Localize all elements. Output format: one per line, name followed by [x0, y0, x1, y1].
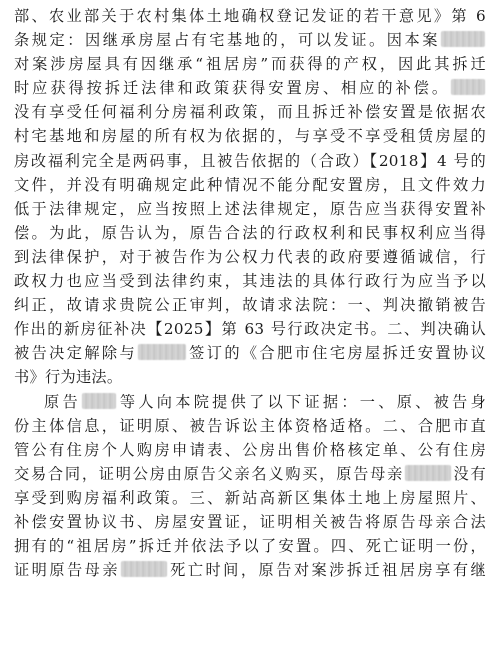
text-line	[14, 245, 486, 269]
text-line	[14, 510, 486, 534]
text-line	[14, 76, 486, 100]
text-segment: 被告决定解除与	[14, 344, 138, 363]
text-segment: 村宅基地和房屋的所有权为依据的，与享受不享受租赁房屋的	[14, 127, 486, 146]
text-segment: 低于法律规定，应当按照上述法律规定，原告应当获得安置补	[14, 199, 486, 218]
text-segment: 文件，并没有明确规定此种情况不能分配安置房，且文件效力	[14, 175, 486, 194]
redaction-block	[451, 79, 485, 95]
text-segment: 对案涉房屋具有因继承“祖居房”而获得的产权，因此其拆迁	[14, 55, 486, 74]
text-segment: 管公有住房个人购房申请表、公房出售价格核定单、公有住房	[14, 440, 486, 459]
text-segment: 交易合同，证明公房由原告父亲名义购买，原告母亲	[14, 464, 405, 483]
text-line	[14, 221, 486, 245]
text-line	[14, 149, 486, 173]
text-segment: 偿。为此，原告认为，原告合法的行政权利和民事权利应当得	[14, 223, 486, 242]
text-segment: 份主体信息，证明原、被告诉讼主体资格适格。二、合肥市直	[14, 416, 486, 435]
redaction-block	[138, 344, 186, 360]
redaction-block	[121, 561, 167, 577]
redaction-block	[405, 465, 451, 481]
text-segment: 没有	[452, 464, 486, 483]
text-segment: 房改福利完全是两码事，且被告依据的（合政）【2018】4 号的	[14, 151, 486, 170]
text-segment: 等人向本院提供了以下证据：一、原、被告身	[116, 392, 486, 411]
text-line	[14, 317, 486, 341]
text-line	[14, 486, 486, 510]
redaction-block	[82, 393, 116, 409]
text-line	[14, 462, 486, 486]
text-segment: 时应获得按拆迁法律和政策获得安置房、相应的补偿。	[14, 79, 450, 98]
redaction-block	[441, 31, 485, 47]
text-line	[14, 414, 486, 438]
text-line	[14, 28, 486, 52]
text-segment: 条规定：因继承房屋占有宅基地的，可以发证。因本案	[14, 31, 440, 50]
text-segment: 作出的新房征补决【2025】第 63 号行政决定书。二、判决确认	[14, 320, 486, 339]
text-segment: 补偿安置协议书、房屋安置证，证明相关被告将原告母亲合法	[14, 512, 486, 531]
text-line	[14, 341, 486, 365]
text-line	[14, 558, 486, 582]
text-segment: 部、农业部关于农村集体土地确权登记发证的若干意见》第 6	[14, 7, 486, 25]
text-line	[14, 438, 486, 462]
text-line	[14, 197, 486, 221]
text-line	[14, 390, 486, 414]
text-segment: 拥有的“祖居房”拆迁并依法予以了安置。四、死亡证明一份，	[14, 537, 486, 556]
text-segment: 签订的《合肥市住宅房屋拆迁安置协议	[187, 344, 486, 363]
text-segment: 证明原告母亲	[14, 561, 120, 580]
text-line	[14, 293, 486, 317]
text-segment: 原告	[44, 392, 81, 411]
text-segment: 政权力也应当受到法律约束，其违法的具体行政行为应当予以	[14, 272, 486, 291]
text-line	[14, 100, 486, 124]
text-line	[14, 52, 486, 76]
document-body	[14, 4, 486, 582]
text-segment: 到法律保护，对于被告作为公权力代表的政府要遵循诚信，行	[14, 247, 486, 266]
text-segment: 享受到购房福利政策。三、新站高新区集体土地上房屋照片、	[14, 488, 486, 507]
text-line	[14, 365, 486, 389]
text-segment: 书》行为违法。	[14, 368, 123, 387]
text-line	[14, 173, 486, 197]
text-line	[14, 4, 486, 28]
text-segment: 没有享受任何福利分房福利政策，而且拆迁补偿安置是依据农	[14, 103, 486, 122]
text-line	[14, 269, 486, 293]
text-segment: 死亡时间，原告对案涉拆迁祖居房享有继	[168, 561, 486, 580]
text-line	[14, 534, 486, 558]
text-line	[14, 124, 486, 148]
text-segment: 纠正，故请求贵院公正审判，故请求法院：一、判决撤销被告	[14, 296, 486, 315]
